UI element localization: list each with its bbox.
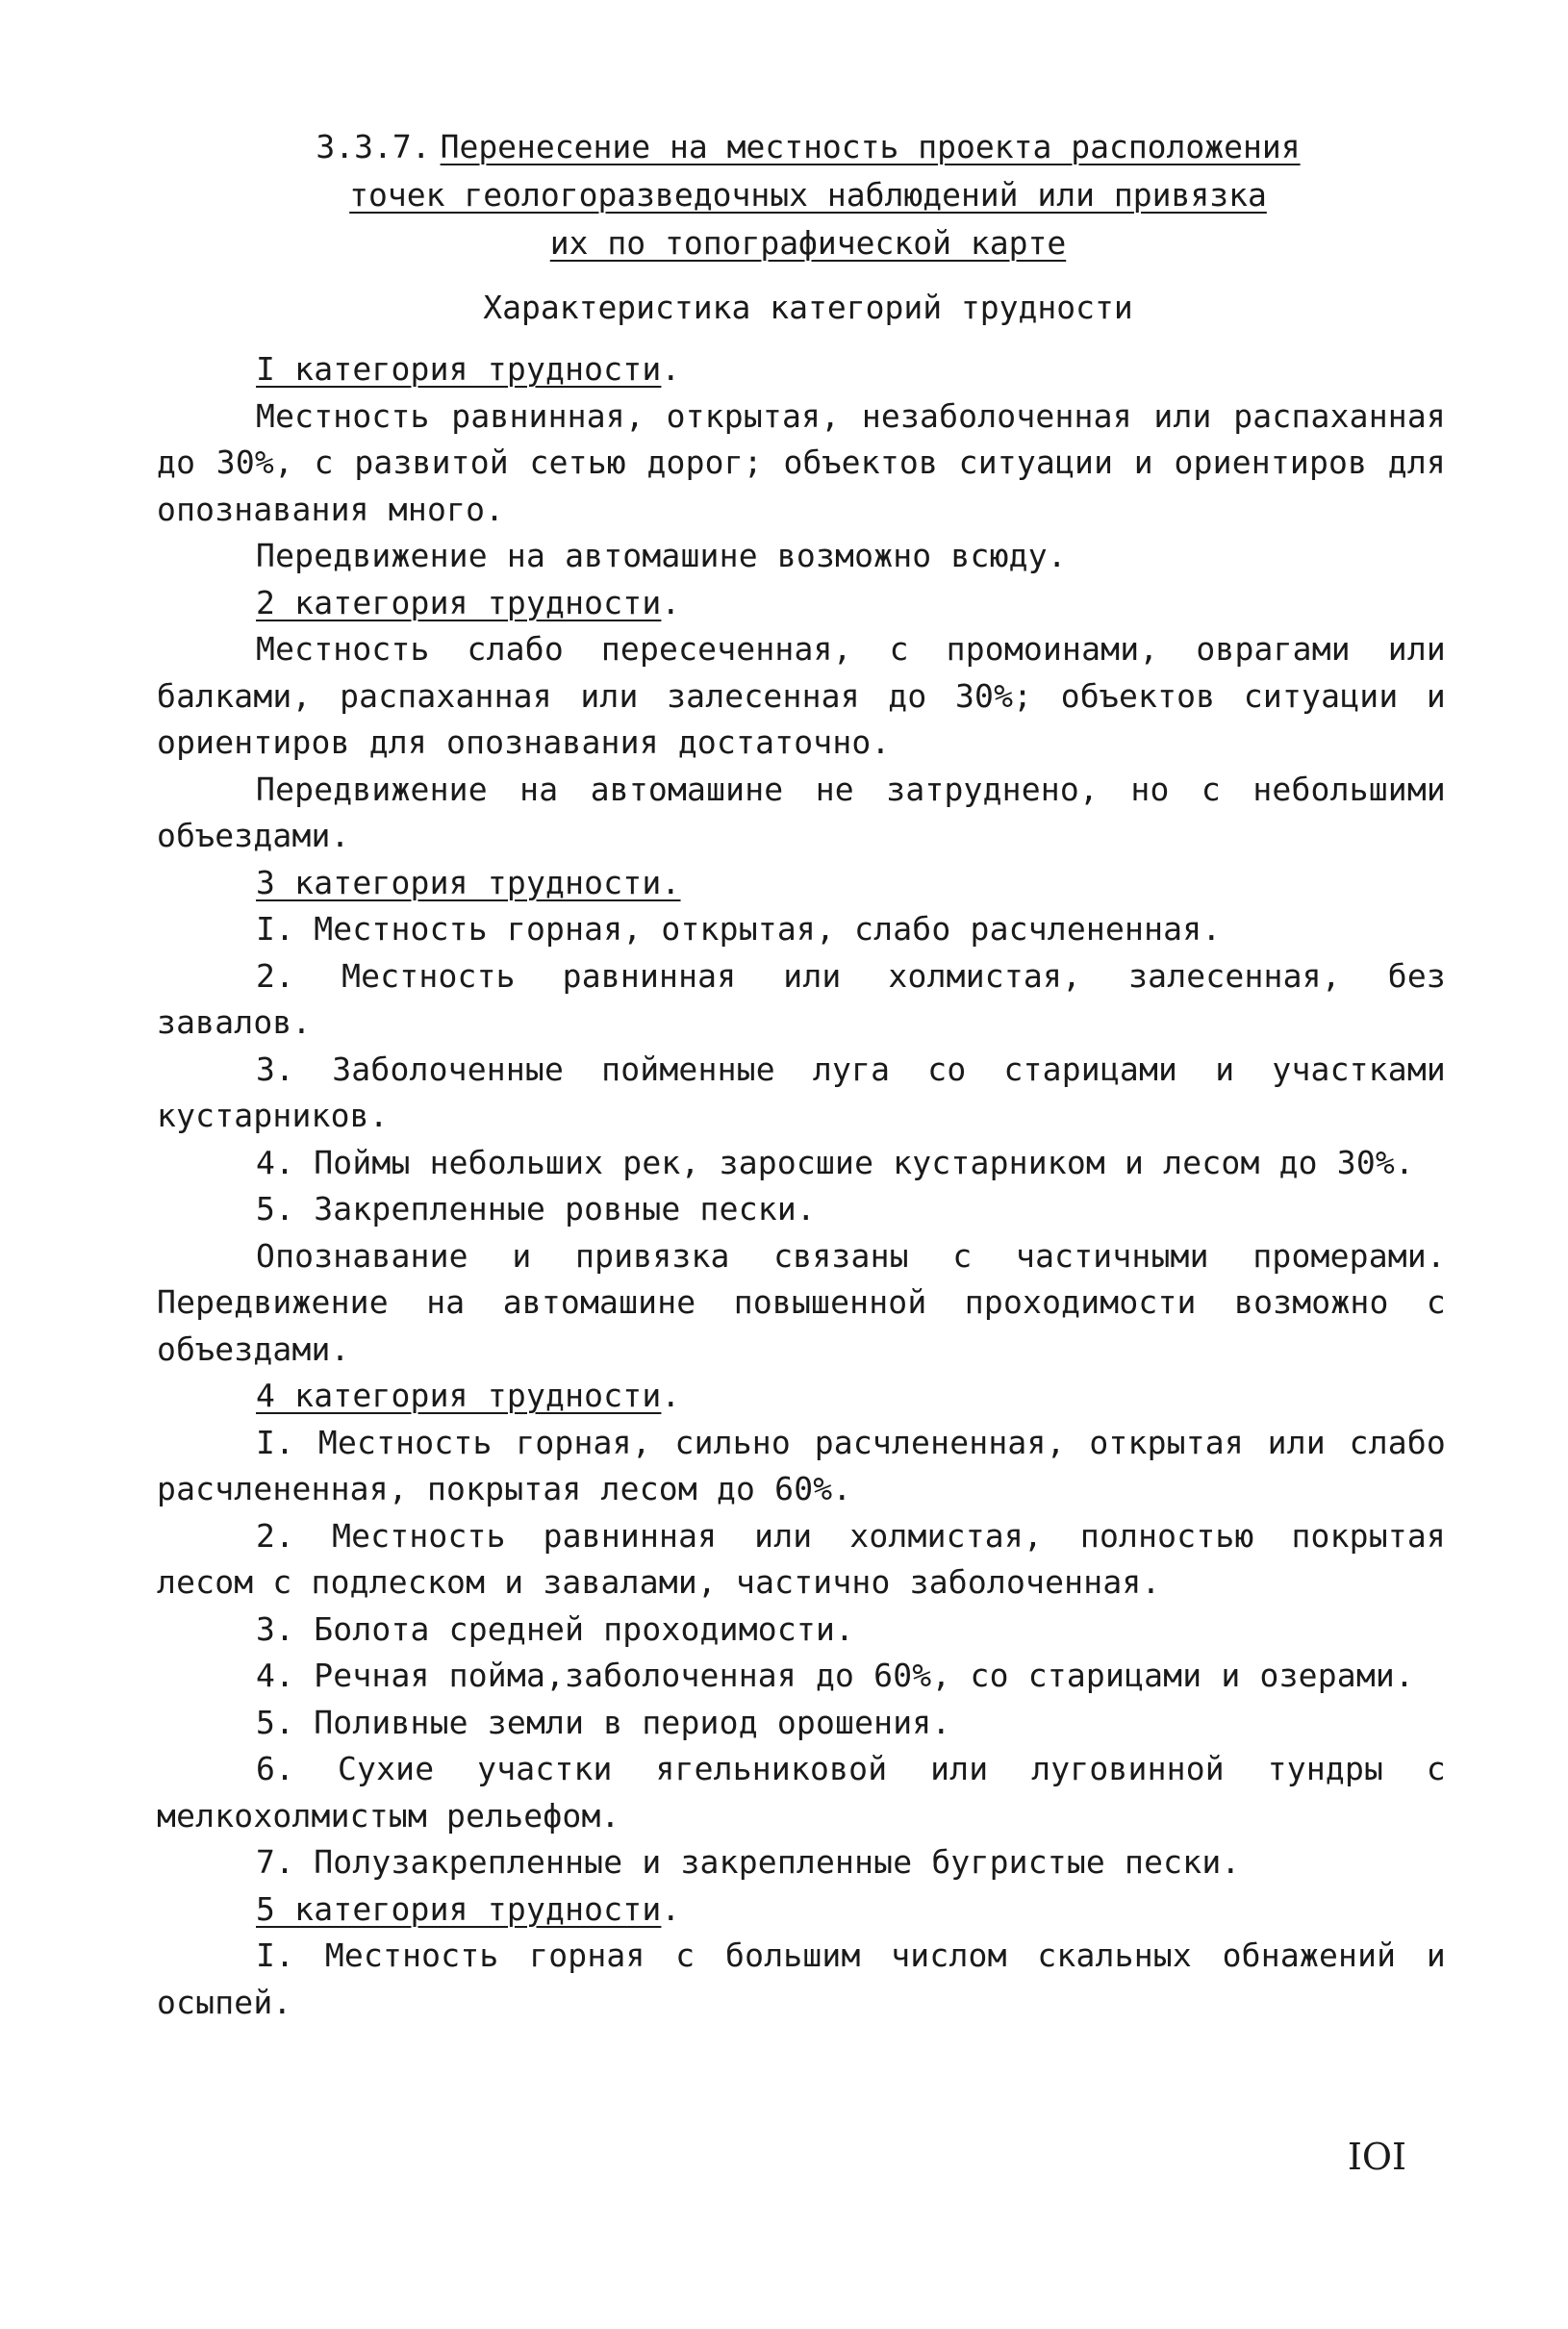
category-title: 5 категория трудности <box>256 1889 662 1928</box>
category-heading <box>157 346 1446 393</box>
list-item: 5. Поливные земли в период орошения. <box>256 1703 951 1741</box>
subheading: Характеристика категорий трудности <box>483 289 1133 326</box>
section-title-part-2: точек геологоразведочных наблюдений или привязка <box>349 176 1267 214</box>
category-heading <box>157 1373 1446 1420</box>
document-body <box>157 346 1446 2026</box>
list-item: I. Местность горная, сильно расчлененная, открытая или слабо расчлененная, покрытая лесом до 60%. <box>157 1423 1446 1507</box>
section-number: 3.3.7. <box>316 128 431 165</box>
list-item: I. Местность горная с большим числом скальных обнажений и осыпей. <box>157 1937 1446 2021</box>
category-heading <box>157 580 1446 627</box>
list-item: 2. Местность равнинная или холмистая, залесенная, без завалов. <box>157 956 1446 1041</box>
category-heading <box>157 860 1446 907</box>
list-item: 3. Заболоченные пойменные луга со старицами и участками кустарников. <box>157 1050 1446 1134</box>
section-heading <box>154 123 1462 267</box>
category-title: 4 категория трудности <box>256 1377 662 1414</box>
paragraph: Местность слабо пересеченная, с промоинами, оврагами или балками, распаханная или залесенная до 30%; объектов ситуации и ориентиров для опознавания достаточно. <box>157 630 1446 761</box>
list-item: 4. Речная пойма,заболоченная до 60%, со старицами и озерами. <box>256 1657 1415 1694</box>
paragraph: Передвижение на автомашине возможно всюду. <box>256 537 1067 574</box>
list-item: I. Местность горная, открытая, слабо расчлененная. <box>256 910 1222 948</box>
category-title-tail: . <box>661 350 681 388</box>
page-number: IOI <box>1347 2136 1406 2178</box>
list-item: 7. Полузакрепленные и закрепленные бугристые пески. <box>256 1843 1241 1881</box>
section-heading-line-2 <box>154 171 1462 219</box>
list-item: 4. Поймы небольших рек, заросшие кустарником и лесом до 30%. <box>256 1143 1415 1181</box>
paragraph: Опознавание и привязка связаны с частичными промерами. Передвижение на автомашине повышенной проходимости возможно с объездами. <box>157 1236 1446 1368</box>
list-item: 6. Сухие участки ягельниковой или луговинной тундры с мелкохолмистым рельефом. <box>157 1750 1446 1835</box>
category-title-tail: . <box>661 1377 681 1414</box>
list-item: 2. Местность равнинная или холмистая, полностью покрытая лесом с подлеском и завалами, частично заболоченная. <box>157 1516 1446 1601</box>
category-title: I категория трудности <box>256 350 662 388</box>
category-title-tail: . <box>661 583 681 621</box>
list-item: 5. Закрепленные ровные пески. <box>256 1190 816 1228</box>
category-title-tail: . <box>661 1889 681 1928</box>
category-title: 3 категория трудности. <box>256 863 681 901</box>
section-title-part-3: их по топографической карте <box>549 224 1067 262</box>
section-heading-line-1 <box>154 123 1462 171</box>
category-title: 2 категория трудности <box>256 583 662 621</box>
category-heading <box>157 1886 1446 1934</box>
section-heading-line-3 <box>154 219 1462 267</box>
paragraph: Местность равнинная, открытая, незаболоченная или распаханная до 30%, с развитой сетью дорог; объектов ситуации и ориентиров для опознавания много. <box>157 396 1446 528</box>
section-title-part-1: Перенесение на местность проекта расположения <box>440 128 1301 165</box>
paragraph: Передвижение на автомашине не затруднено, но с небольшими объездами. <box>157 770 1446 854</box>
list-item: 3. Болота средней проходимости. <box>256 1609 855 1648</box>
